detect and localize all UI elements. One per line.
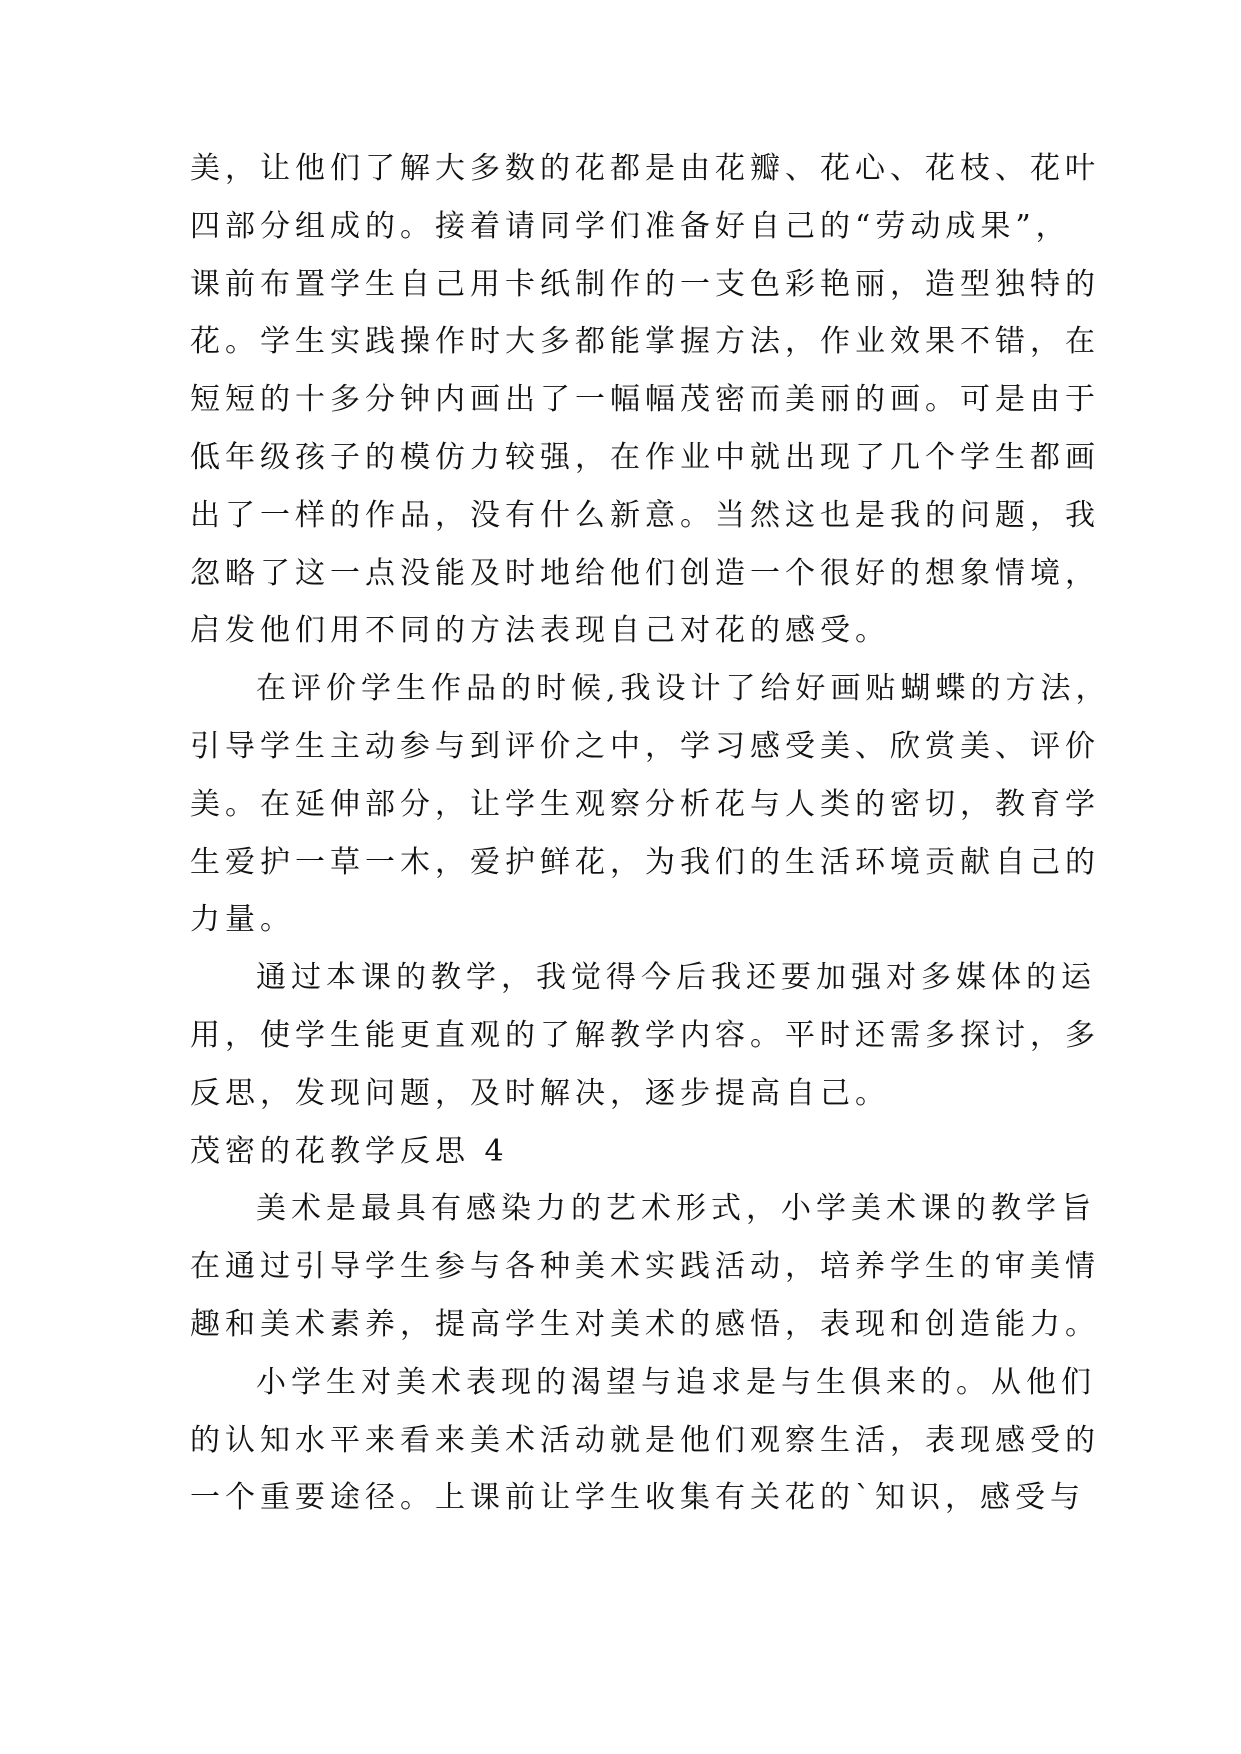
text-line: 花。学生实践操作时大多都能掌握方法，作业效果不错，在 — [190, 324, 1100, 360]
text-line: 在通过引导学生参与各种美术实践活动，培养学生的审美情 — [190, 1249, 1100, 1285]
text-line: 美。在延伸部分，让学生观察分析花与人类的密切，教育学 — [190, 786, 1100, 822]
text-line: 引导学生主动参与到评价之中，学习感受美、欣赏美、评价 — [190, 728, 1100, 764]
text-line: 低年级孩子的模仿力较强，在作业中就出现了几个学生都画 — [190, 439, 1100, 475]
text-line: 一个重要途径。上课前让学生收集有关花的`知识，感受与 — [190, 1480, 1085, 1516]
text-line: 通过本课的教学，我觉得今后我还要加强对多媒体的运 — [256, 960, 1096, 996]
text-line: 出了一样的作品，没有什么新意。当然这也是我的问题，我 — [190, 497, 1100, 533]
text-line: 力量。 — [190, 902, 295, 938]
text-line: 忽略了这一点没能及时地给他们创造一个很好的想象情境， — [190, 555, 1100, 591]
text-line: 趣和美术素养，提高学生对美术的感悟，表现和创造能力。 — [190, 1306, 1100, 1342]
text-line: 用，使学生能更直观的了解教学内容。平时还需多探讨，多 — [190, 1017, 1100, 1053]
text-line: 四部分组成的。接着请同学们准备好自己的“劳动成果”， — [190, 208, 1071, 244]
text-line: 美，让他们了解大多数的花都是由花瓣、花心、花枝、花叶 — [190, 151, 1100, 186]
text-line: 在评价学生作品的时候,我设计了给好画贴蝴蝶的方法， — [256, 671, 1111, 707]
document-page — [190, 140, 1111, 1527]
text-line: 小学生对美术表现的渴望与追求是与生俱来的。从他们 — [256, 1364, 1096, 1400]
text-line: 茂密的花教学反思 4 — [190, 1133, 509, 1169]
text-line: 课前布置学生自己用卡纸制作的一支色彩艳丽，造型独特的 — [190, 266, 1100, 302]
text-line: 的认知水平来看来美术活动就是他们观察生活，表现感受的 — [190, 1422, 1100, 1458]
text-line: 反思，发现问题，及时解决，逐步提高自己。 — [190, 1075, 890, 1111]
text-line: 短短的十多分钟内画出了一幅幅茂密而美丽的画。可是由于 — [190, 382, 1100, 418]
text-line: 启发他们用不同的方法表现自己对花的感受。 — [190, 613, 890, 649]
text-line: 生爱护一草一木，爱护鲜花，为我们的生活环境贡献自己的 — [190, 844, 1100, 880]
text-line: 美术是最具有感染力的艺术形式，小学美术课的教学旨 — [256, 1191, 1096, 1227]
